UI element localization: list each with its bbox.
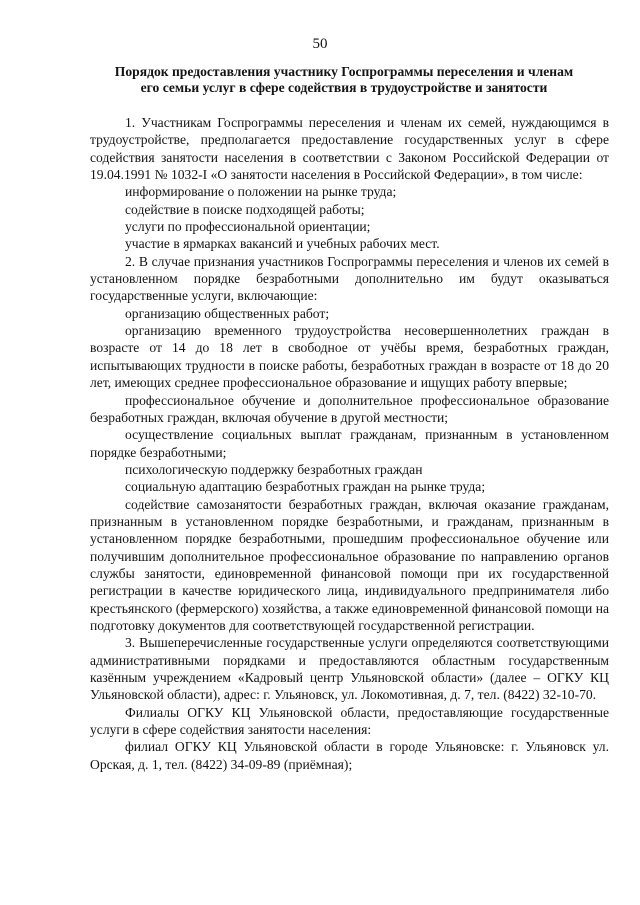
paragraph: социальную адаптацию безработных граждан на рынке труда;: [125, 479, 486, 495]
paragraph: участие в ярмарках вакансий и учебных рабочих мест.: [125, 236, 440, 252]
paragraph: 3. Вышеперечисленные государственные услуги определяются соответствующими административными порядками и предоставляются областным государственным казённым учреждением «Кадровый центр Ульяновской области» (далее – ОГКУ КЦ Ульяновской области), адрес: г. Ульяновск, ул. Локомотивная, д. 7, тел. (8422) 32-10-70.: [90, 635, 609, 703]
paragraph: услуги по профессиональной ориентации;: [125, 219, 371, 235]
paragraph: содействие в поиске подходящей работы;: [125, 201, 365, 217]
paragraph: организацию временного трудоустройства несовершеннолетних граждан в возрасте от 14 до 18 лет в свободное от учёбы время, безработных граждан, испытывающих трудности в поиске работы, безработных граждан в возрасте от 18 до 20 лет, имеющих среднее профессиональное образование и ищущих работу впервые;: [90, 323, 609, 391]
paragraph: информирование о положении на рынке труда;: [125, 184, 397, 200]
paragraph: 2. В случае признания участников Госпрограммы переселения и членов их семей в установленном порядке безработными дополнительно им будут оказываться государственные услуги, включающие:: [90, 253, 609, 304]
title-line-1: Порядок предоставления участнику Госпрограммы переселения и членам: [114, 64, 574, 79]
paragraph: профессиональное обучение и дополнительное профессиональное образование безработных граждан, включая обучение в другой местности;: [90, 392, 609, 425]
paragraph: Филиалы ОГКУ КЦ Ульяновской области, предоставляющие государственные услуги в сфере содействия занятости населения:: [90, 704, 609, 738]
paragraph: психологическую поддержку безработных граждан: [125, 461, 423, 477]
paragraph: содействие самозанятости безработных граждан, включая оказание гражданам, признанным в установленном порядке безработными, и гражданам, признанным в установленном порядке безработными, прошедшим профессиональное обучение или получившим дополнительное профессиональное образование по направлению органов службы занятости, единовременной финансовой помощи при их государственной регистрации в качестве юридического лица, индивидуального предпринимателя либо крестьянского (фермерского) хозяйства, а также единовременной финансовой помощи на подготовку документов для соответствующей государственной регистрации.: [90, 496, 609, 633]
document-title: [84, 64, 604, 96]
document-body: [90, 114, 609, 773]
page-number: 50: [312, 36, 328, 52]
paragraph: организацию общественных работ;: [125, 305, 330, 321]
title-line-2: его семьи услуг в сфере содействия в трудоустройстве и занятости: [140, 80, 548, 95]
paragraph: 1. Участникам Госпрограммы переселения и членам их семей, нуждающимся в трудоустройстве, предполагается предоставление государственных услуг в сфере содействия занятости населения в соответствии с Законом Российской Федерации от 19.04.1991 № 1032-I «О занятости населения в Российской Федерации», в том числе:: [90, 115, 609, 183]
paragraph: филиал ОГКУ КЦ Ульяновской области в городе Ульяновске: г. Ульяновск ул. Орская, д. 1, тел. (8422) 34-09-89 (приёмная);: [90, 739, 609, 772]
paragraph: осуществление социальных выплат гражданам, признанным в установленном порядке безработными;: [90, 427, 609, 460]
